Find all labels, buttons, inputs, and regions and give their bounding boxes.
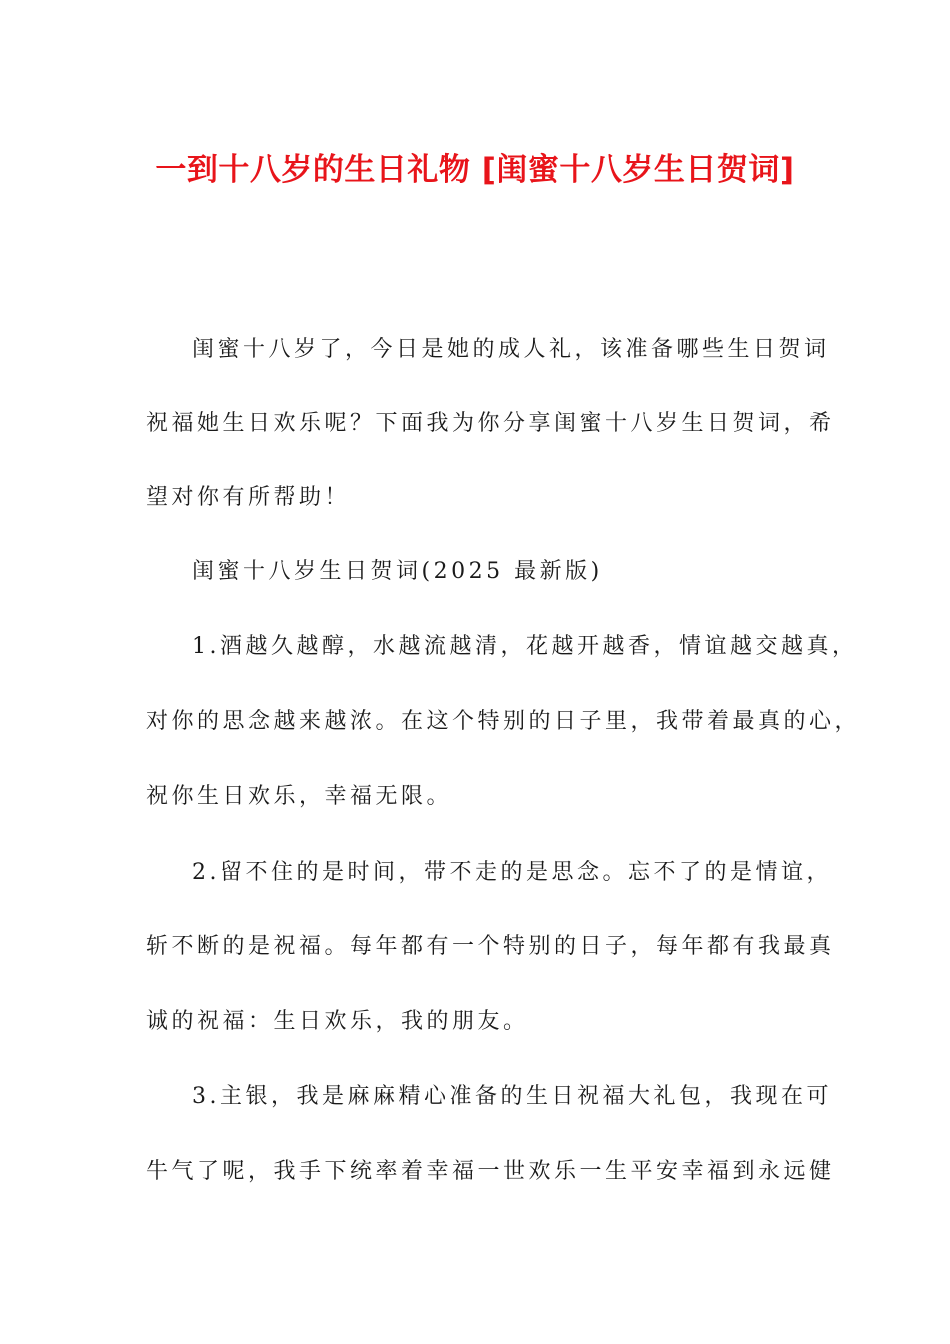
- paragraph-line: 1.酒越久越醇，水越流越清，花越开越香，情谊越交越真，: [192, 634, 858, 659]
- paragraph-line: 2.留不住的是时间，带不走的是思念。忘不了的是情谊，: [192, 860, 832, 885]
- paragraph-line: 3.主银，我是麻麻精心准备的生日祝福大礼包，我现在可: [192, 1084, 832, 1109]
- paragraph-line: 对你的思念越来越浓。在这个特别的日子里，我带着最真的心，: [146, 709, 861, 734]
- paragraph-line: 斩不断的是祝福。每年都有一个特别的日子，每年都有我最真: [146, 934, 835, 959]
- document-title: 一到十八岁的生日礼物 [闺蜜十八岁生日贺词]: [155, 152, 795, 188]
- paragraph-line: 闺蜜十八岁了，今日是她的成人礼，该准备哪些生日贺词: [192, 337, 830, 362]
- paragraph-line: 望对你有所帮助！: [146, 485, 351, 510]
- paragraph-line: 祝你生日欢乐，幸福无限。: [146, 784, 453, 809]
- paragraph-line: 祝福她生日欢乐呢？下面我为你分享闺蜜十八岁生日贺词，希: [146, 411, 835, 436]
- section-heading: 闺蜜十八岁生日贺词(2025 最新版): [192, 559, 603, 584]
- paragraph-line: 诚的祝福：生日欢乐，我的朋友。: [146, 1009, 529, 1034]
- paragraph-line: 牛气了呢，我手下统率着幸福一世欢乐一生平安幸福到永远健: [146, 1159, 835, 1184]
